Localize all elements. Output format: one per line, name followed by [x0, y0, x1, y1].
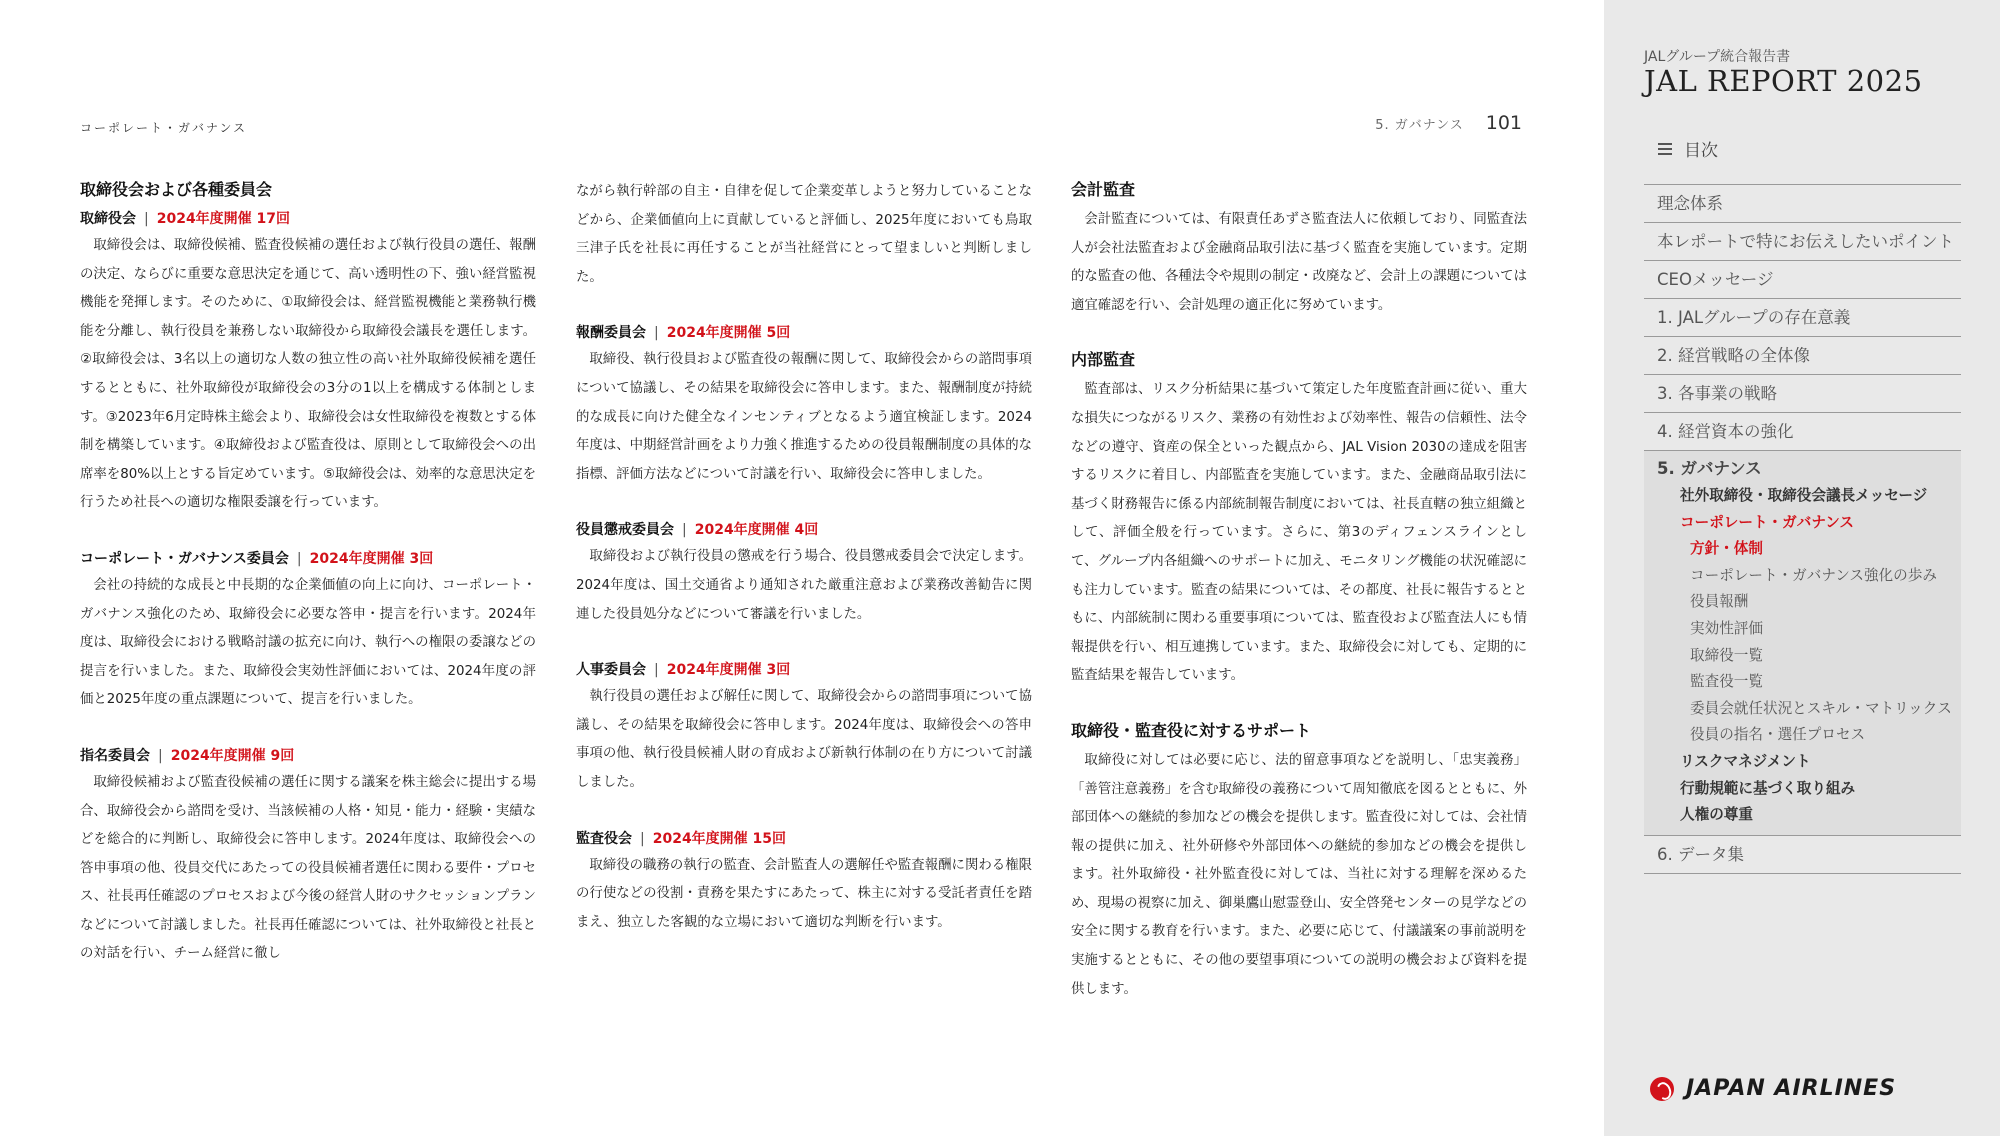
meeting-count: 2024年度開催 17回 — [156, 211, 291, 227]
paragraph-nomination-continued: ながら執行幹部の自主・自律を促して企業変革しようと努力していることなどから、企業価値向上に貢献していると評価し、2025年度においても鳥取三津子氏を社長に再任することが当社経営にとって望ましいと判断しました。 — [576, 184, 1032, 285]
report-subtitle: JALグループ統合報告書 — [1644, 49, 1791, 65]
toc-toggle[interactable] — [1658, 136, 1718, 161]
paragraph-accounting-audit: 会計監査については、有限責任あずさ監査法人に依頼しており、同監査法人が会社法監査および金融商品取引法に基づく監査を実施しています。定期的な監査の他、各種法令や規則の制定・改廃など、会計上の課題については適宜確認を行い、会計処理の適正化に努めています。 — [1071, 212, 1527, 313]
toc-item-corporate-governance[interactable]: コーポレート・ガバナンス — [1680, 513, 1854, 531]
meeting-count: 2024年度開催 5回 — [666, 325, 791, 342]
paragraph-personnel: 執行役員の選任および解任に関して、取締役会からの諮問事項について協議し、その結果を取締役会に答申します。2024年度は、取締役会への答申事項の他、執行役員候補人財の育成および新執行体制の在り方について討議しました。 — [576, 689, 1032, 790]
paragraph-internal-audit: 監査部は、リスク分析結果に基づいて策定した年度監査計画に従い、重大な損失につながるリスク、業務の有効性および効率性、報告の信頼性、法令などの遵守、資産の保全といった観点から、JAL Vision 2030の達成を阻害するリスクに着目し、内部監査を実施しています。また、金融商品取引法に基づく財務報告に係る内部統制報告制度においては、社長直轄の独立組織として、評価全般を行っています。さらに、第3のディフェンスラインとして、グループ内各組織へのサポートに加え、モニタリング機能の状況確認にも注力しています。監査の結果については、その都度、社長に報告するとともに、内部統制に関わる重要事項については、監査役および監査法人にも情報提供を行い、相互連携しています。また、取締役会に対しても、定期的に監査結果を報告しています。 — [1071, 382, 1527, 684]
subheading-nomination — [80, 743, 536, 769]
logo-wordmark: JAPAN AIRLINES — [1686, 1076, 1897, 1101]
paragraph-discipline: 取締役および執行役員の懲戒を行う場合、役員懲戒委員会で決定します。2024年度は、国土交通省より通知された厳重注意および業務改善勧告に関連した役員処分などについて審議を行いました。 — [576, 549, 1032, 622]
report-title[interactable]: JAL REPORT 2025 — [1644, 64, 1923, 98]
toc-item-cg-history[interactable]: コーポレート・ガバナンス強化の歩み — [1690, 566, 1937, 584]
text-column-2 — [576, 178, 1032, 937]
committee-name: 監査役会 — [576, 830, 632, 847]
separator: | — [296, 550, 302, 567]
committee-name: コーポレート・ガバナンス委員会 — [80, 550, 289, 567]
toc-sidebar — [1604, 0, 2000, 1136]
toc-item-skill-matrix[interactable]: 委員会就任状況とスキル・マトリックス — [1690, 699, 1952, 717]
committee-name: 指名委員会 — [80, 747, 150, 764]
toc-item-policy-structure[interactable]: 方針・体制 — [1690, 540, 1763, 558]
section-title-accounting-audit: 会計監査 — [1071, 180, 1136, 199]
meeting-count: 2024年度開催 15回 — [652, 830, 787, 847]
separator: | — [640, 830, 645, 847]
meeting-count: 2024年度開催 3回 — [666, 662, 791, 679]
committee-name: 報酬委員会 — [576, 325, 646, 342]
text-column-1 — [80, 178, 536, 969]
subheading-board — [80, 206, 536, 232]
toc-item-auditors[interactable]: 監査役一覧 — [1690, 673, 1763, 691]
toc-item-data[interactable]: 6. データ集 — [1644, 836, 1961, 874]
toc-item-code-of-conduct[interactable]: 行動規範に基づく取り組み — [1680, 779, 1856, 797]
toc-item-governance[interactable]: 5. ガバナンス — [1657, 459, 1762, 478]
separator: | — [158, 747, 163, 764]
running-header-section: 5. ガバナンス — [1375, 118, 1464, 133]
menu-icon — [1658, 143, 1672, 155]
text-column-3 — [1071, 178, 1527, 1004]
committee-name: 人事委員会 — [576, 662, 646, 679]
toc-item-key-points[interactable]: 本レポートで特にお伝えしたいポイント — [1644, 223, 1961, 261]
meeting-count: 2024年度開催 9回 — [170, 747, 295, 764]
committee-name: 取締役会 — [80, 211, 136, 227]
toc-item-nomination-process[interactable]: 役員の指名・選任プロセス — [1690, 726, 1866, 744]
toc-item-effectiveness[interactable]: 実効性評価 — [1690, 619, 1763, 637]
committee-name: 役員懲戒委員会 — [576, 522, 674, 539]
toc-item-human-rights[interactable]: 人権の尊重 — [1680, 806, 1753, 824]
separator: | — [144, 211, 149, 227]
jal-logo — [1650, 1076, 1896, 1101]
meeting-count: 2024年度開催 4回 — [694, 522, 819, 539]
separator: | — [654, 325, 659, 342]
toc-list — [1644, 184, 1961, 874]
paragraph-audit-board: 取締役の職務の執行の監査、会計監査人の選解任や監査報酬に関わる権限の行使などの役割・責務を果たすにあたって、株主に対する受託者責任を踏まえ、独立した客観的な立場において適切な判断を行います。 — [576, 857, 1032, 930]
toc-item-risk-management[interactable]: リスクマネジメント — [1680, 752, 1811, 770]
toc-item-business-strategy[interactable]: 3. 各事業の戦略 — [1644, 375, 1961, 413]
toc-item-philosophy[interactable]: 理念体系 — [1644, 185, 1961, 223]
crane-logo-icon — [1650, 1077, 1674, 1101]
paragraph-remuneration: 取締役、執行役員および監査役の報酬に関して、取締役会からの諮問事項について協議し、その結果を取締役会に答申します。また、報酬制度が持続的な成長に向けた健全なインセンティブとなるよう適宜検証します。2024年度は、中期経営計画をより力強く推進するための役員報酬制度の具体的な指標、評価方法などについて討議を行い、取締役会に答申しました。 — [576, 352, 1032, 482]
toc-label: 目次 — [1684, 141, 1718, 161]
running-header-title: コーポレート・ガバナンス — [80, 121, 248, 135]
section-title-internal-audit: 内部監査 — [1071, 350, 1136, 370]
toc-item-capital[interactable]: 4. 経営資本の強化 — [1644, 413, 1961, 451]
meeting-count: 2024年度開催 3回 — [309, 550, 434, 567]
paragraph-nomination: 取締役候補および監査役候補の選任に関する議案を株主総会に提出する場合、取締役会から諮問を受け、当該候補の人格・知見・能力・経験・実績などを総合的に判断し、取締役会に答申します。2024年度は、取締役会への答申事項の他、役員交代にあたっての役員候補者選任に関わる要件・プロセス、社長再任確認のプロセスおよび今後の経営人財のサクセッションプランなどについて討議しました。社長再任確認については、社外取締役と社長との対話を行い、チーム経営に徹し — [80, 774, 536, 962]
separator: | — [654, 662, 659, 679]
subheading-remuneration — [576, 320, 1032, 346]
toc-item-ceo-message[interactable]: CEOメッセージ — [1644, 261, 1961, 299]
toc-item-executive-pay[interactable]: 役員報酬 — [1690, 593, 1749, 611]
toc-item-directors[interactable]: 取締役一覧 — [1690, 646, 1763, 664]
subheading-audit-board — [576, 826, 1032, 852]
toc-item-chair-message[interactable]: 社外取締役・取締役会議長メッセージ — [1680, 487, 1928, 504]
paragraph-support: 取締役に対しては必要に応じ、法的留意事項などを説明し、「忠実義務」「善管注意義務」を含む取締役の義務について周知徹底を図るとともに、外部団体への継続的参加などの機会を提供します。監査役に対しては、会社情報の提供に加え、社外研修や外部団体への継続的参加などの機会を提供します。社外取締役・社外監査役に対しては、当社に対する理解を深めるため、現場の視察に加え、御巣鷹山慰霊登山、安全啓発センターの見学などの安全に関する教育を行います。また、必要に応じて、付議議案の事前説明を実施するとともに、その他の要望事項についての説明の機会および資料を提供します。 — [1071, 752, 1527, 997]
toc-item-strategy-overview[interactable]: 2. 経営戦略の全体像 — [1644, 337, 1961, 375]
paragraph-cg-committee: 会社の持続的な成長と中長期的な企業価値の向上に向け、コーポレート・ガバナンス強化のため、取締役会に必要な答申・提言を行います。2024年度は、取締役会における戦略討議の拡充に向け、執行への権限の委譲などの提言を行いました。また、取締役会実効性評価においては、2024年度の評価と2025年度の重点課題について、提言を行いました。 — [80, 577, 536, 708]
subheading-personnel — [576, 657, 1032, 683]
section-title-support: 取締役・監査役に対するサポート — [1071, 720, 1312, 740]
separator: | — [682, 522, 687, 539]
running-header-right — [1375, 112, 1522, 134]
toc-group-governance — [1644, 451, 1961, 836]
subheading-discipline — [576, 517, 1032, 543]
toc-item-purpose[interactable]: 1. JALグループの存在意義 — [1644, 299, 1961, 337]
section-title-board-committees: 取締役会および各種委員会 — [80, 180, 273, 199]
page-number: 101 — [1485, 112, 1522, 134]
paragraph-board: 取締役会は、取締役候補、監査役候補の選任および執行役員の選任、報酬の決定、ならびに重要な意思決定を通じて、高い透明性の下、強い経営監視機能を発揮します。そのために、①取締役会は、経営監視機能と業務執行機能を分離し、執行役員を兼務しない取締役から取締役会議長を選任します。②取締役会は、3名以上の適切な人数の独立性の高い社外取締役候補を選任するとともに、社外取締役が取締役会の3分の1以上を構成する体制とします。③2023年6月定時株主総会より、取締役会は女性取締役を複数とする体制を構築しています。④取締役および監査役は、原則として取締役会への出席率を80%以上とする旨定めています。⑤取締役会は、効率的な意思決定を行うため社長への適切な権限委譲を行っています。 — [80, 238, 536, 511]
subheading-cg-committee — [80, 546, 536, 572]
